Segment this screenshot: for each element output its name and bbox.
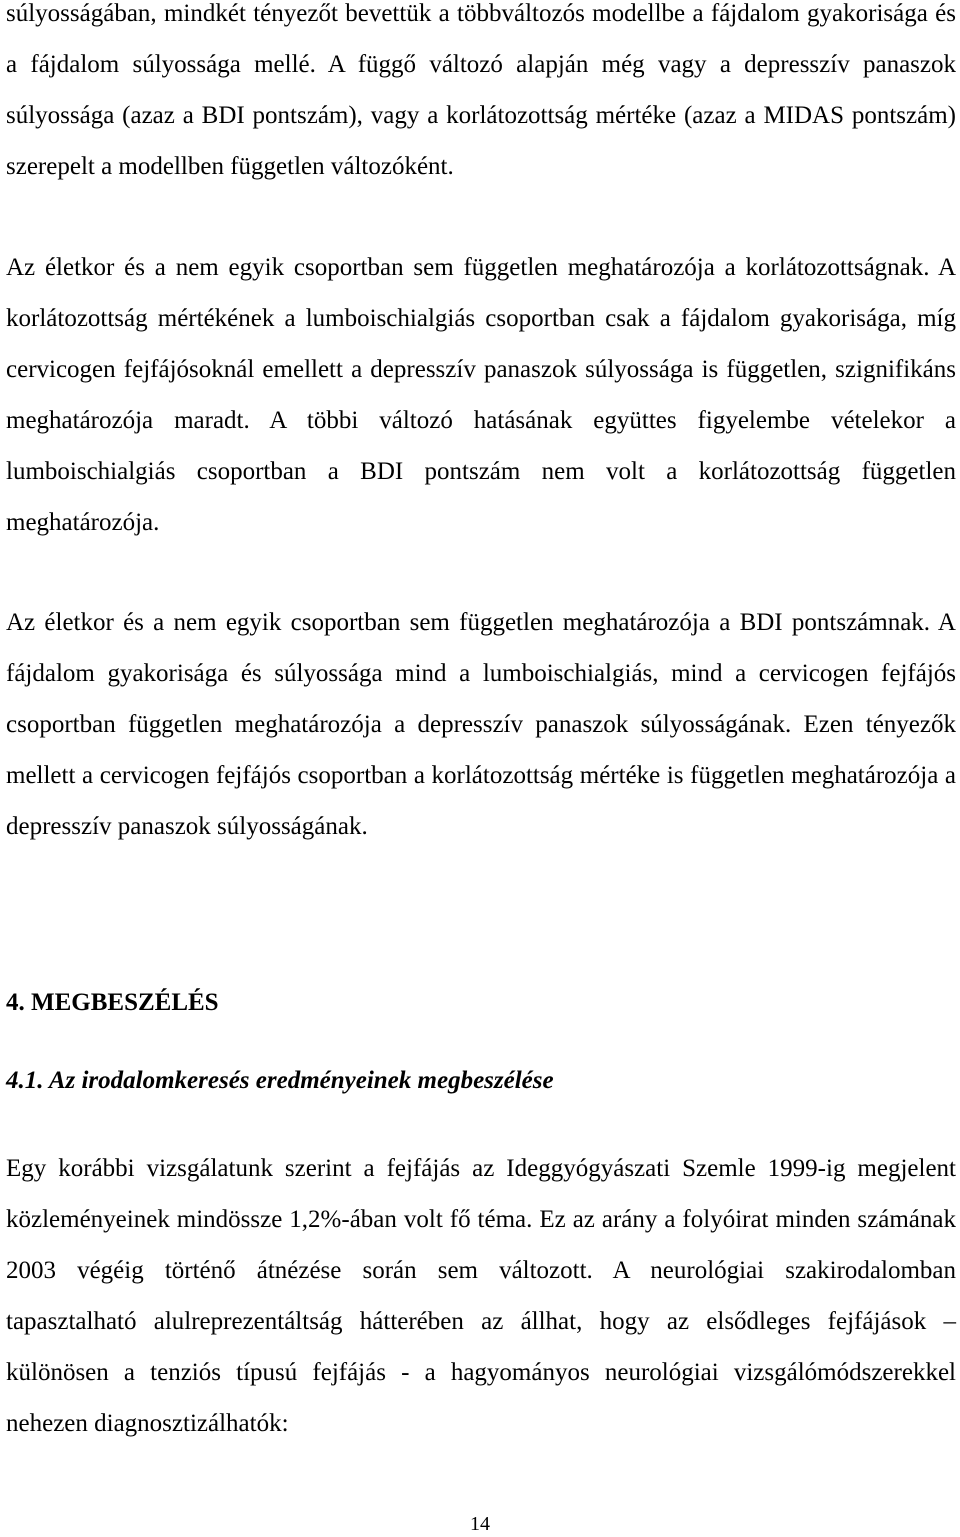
body-paragraph-4: Egy korábbi vizsgálatunk szerint a fejfájás az Ideggyógyászati Szemle 1999-ig megjelent közleményeinek mindössze 1,2%-ában volt fő téma. Ez az arány a folyóirat minden számának 2003 végéig történő átnézése során sem változott. A neurológiai szakirodalomban tapasztalható alulreprezentáltság hátterében az állhat, hogy az elsődleges fejfájások – különösen a tenziós típusú fejfájás - a hagyományos neurológiai vizsgálómódszerekkel nehezen diagnosztizálhatók: bbox=[6, 1155, 956, 1437]
body-paragraph-1: súlyosságában, mindkét tényezőt bevettük a többváltozós modellbe a fájdalom gyakorisága és a fájdalom súlyossága mellé. A függő változó alapján még vagy a depresszív panaszok súlyossága (azaz a BDI pontszám), vagy a korlátozottság mértéke (azaz a MIDAS pontszám) szerepelt a modellben független változóként. bbox=[6, 0, 956, 180]
section-heading: 4. MEGBESZÉLÉS bbox=[6, 989, 219, 1016]
body-paragraph-2: Az életkor és a nem egyik csoportban sem független meghatározója a korlátozottságnak. A korlátozottság mértékének a lumboischialgiás csoportban csak a fájdalom gyakorisága, míg cervicogen fejfájósoknál emellett a depresszív panaszok súlyossága is független, szignifikáns meghatározója maradt. A többi változó hatásának együttes figyelembe vételekor a lumboischialgiás csoportban a BDI pontszám nem volt a korlátozottság független meghatározója. bbox=[6, 254, 956, 536]
body-paragraph-3: Az életkor és a nem egyik csoportban sem független meghatározója a BDI pontszámnak. A fájdalom gyakorisága és súlyossága mind a lumboischialgiás, mind a cervicogen fejfájós csoportban független meghatározója a depresszív panaszok súlyosságának. Ezen tényezők mellett a cervicogen fejfájós csoportban a korlátozottság mértéke is független meghatározója a depresszív panaszok súlyosságának. bbox=[6, 609, 956, 840]
page-number: 14 bbox=[470, 1513, 490, 1535]
subsection-heading: 4.1. Az irodalomkeresés eredményeinek megbeszélése bbox=[6, 1067, 554, 1094]
